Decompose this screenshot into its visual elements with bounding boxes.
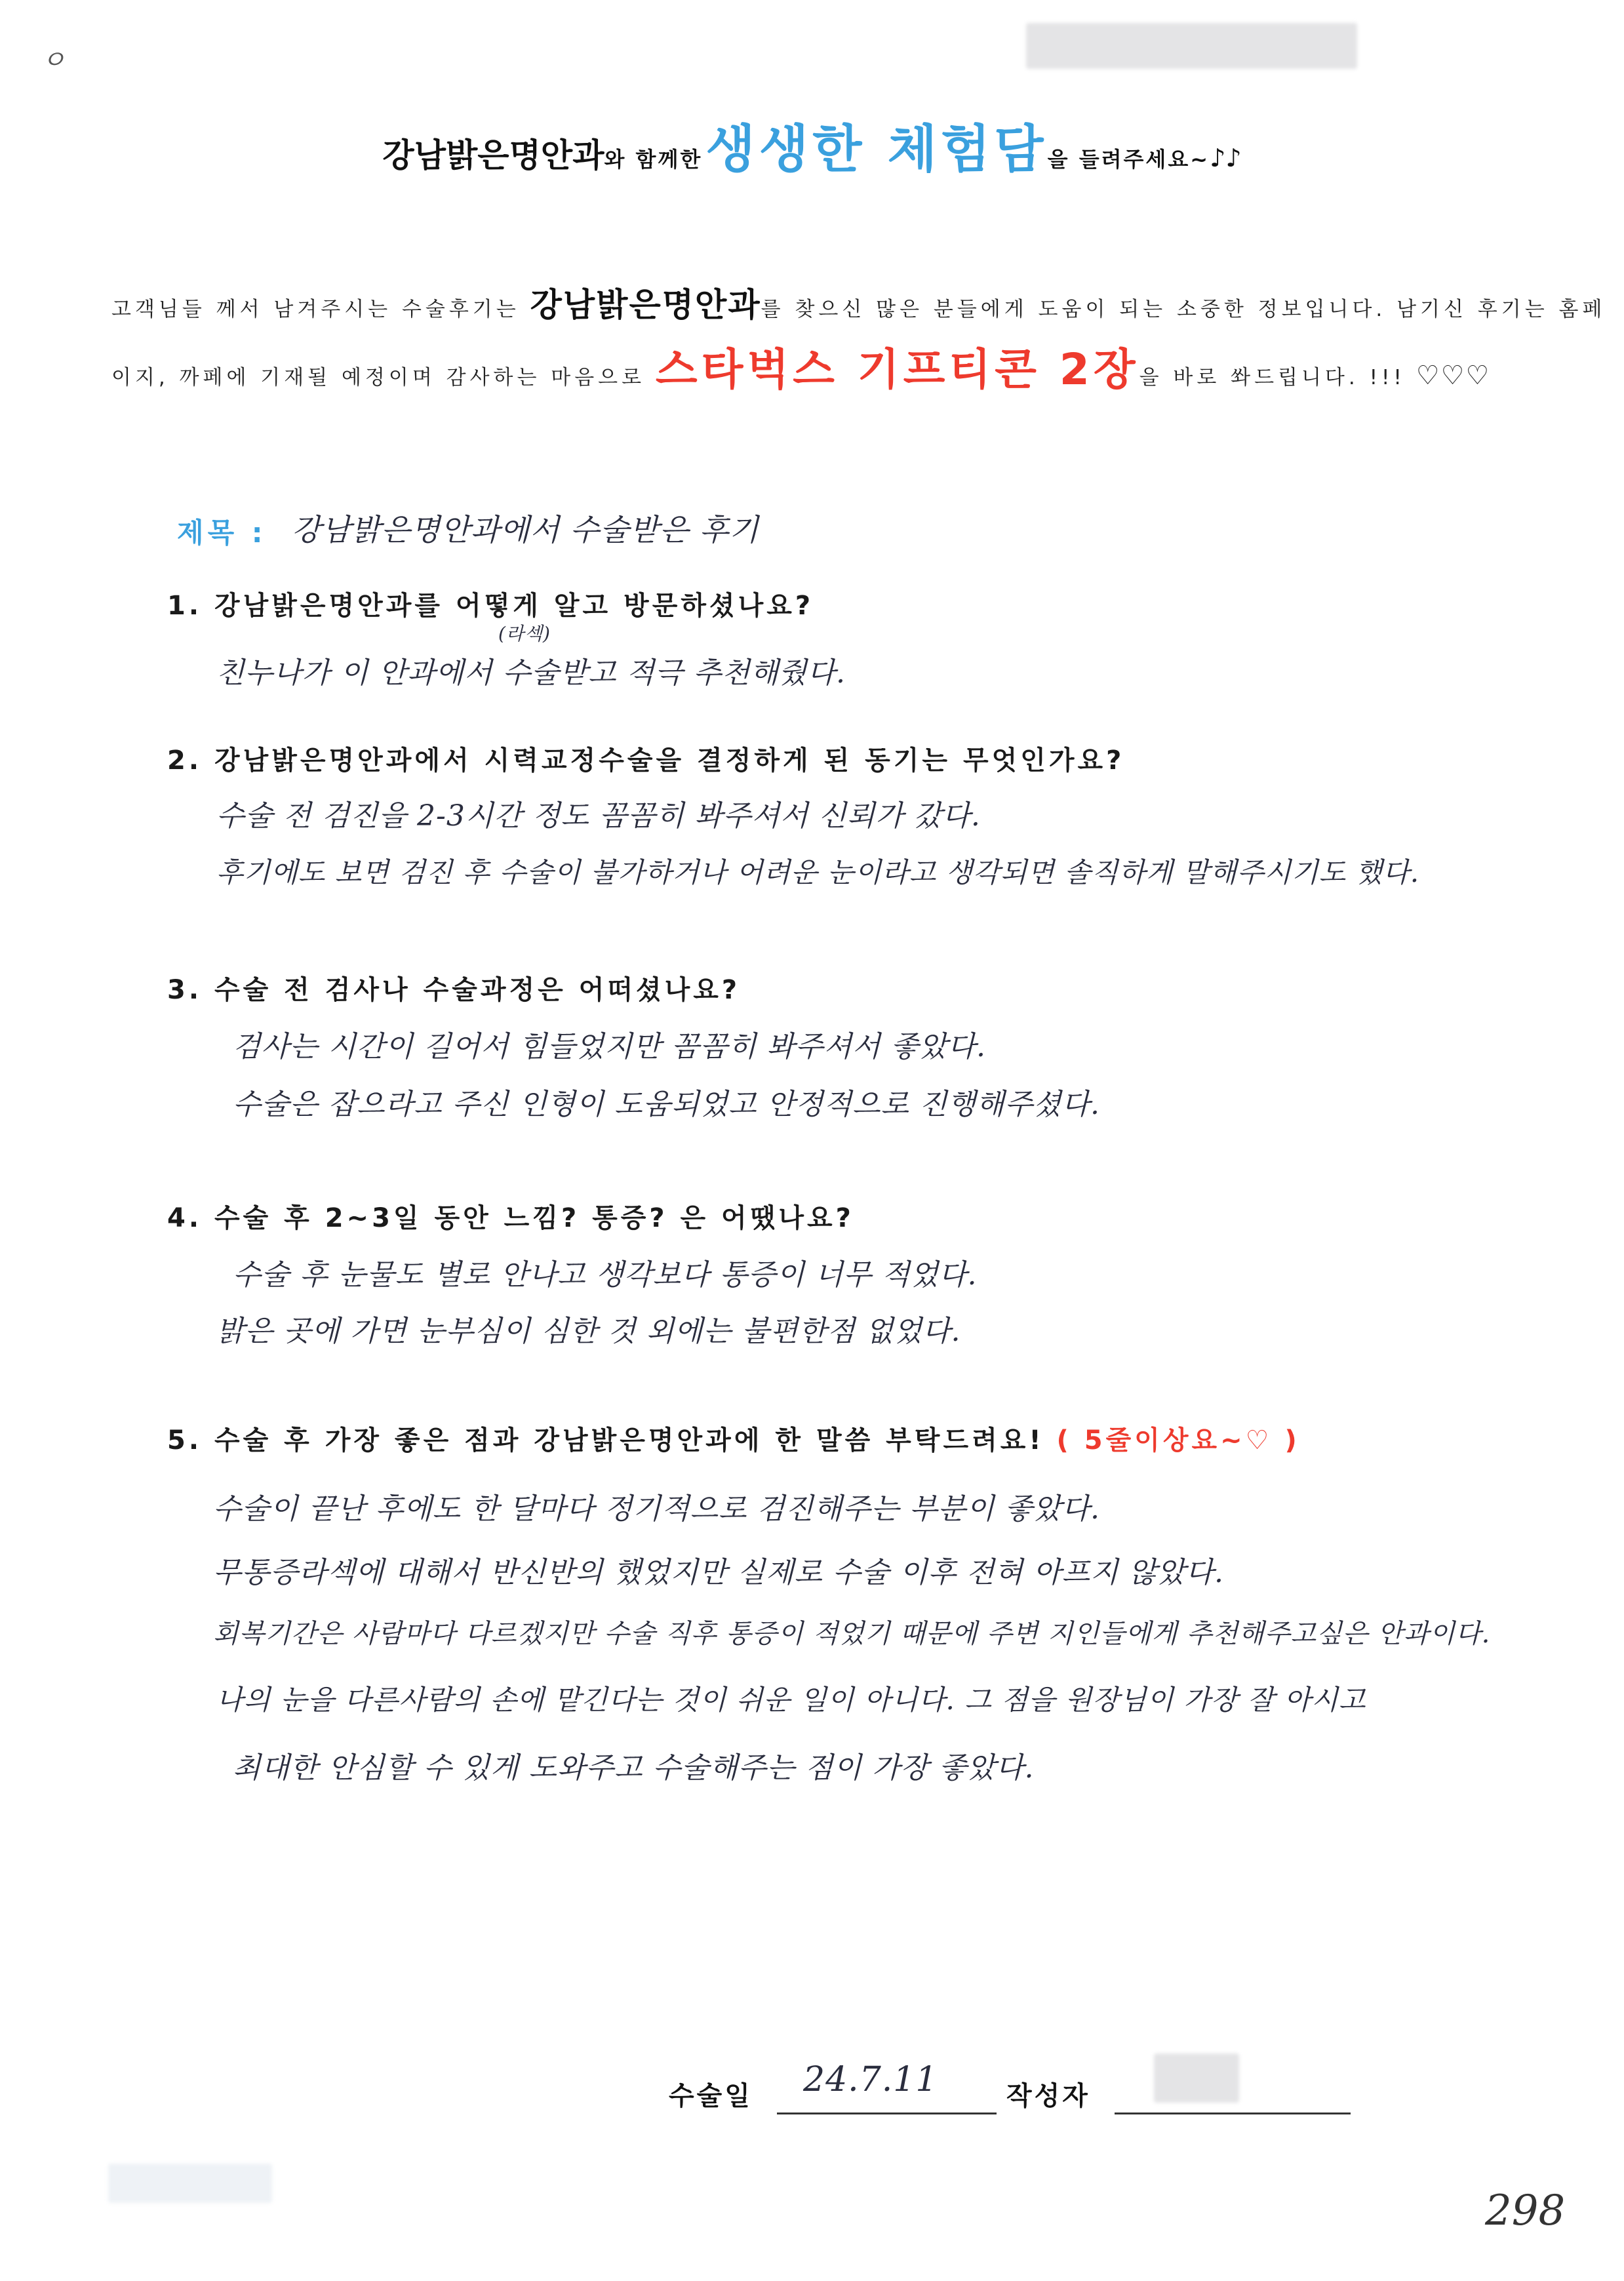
author-label: 작성자: [1006, 2081, 1090, 2111]
faint-stamp: [108, 2164, 272, 2203]
answer-5-line-5: 최대한 안심할 수 있게 도와주고 수술해주는 점이 가장 좋았다.: [233, 1751, 1035, 1785]
intro-line2-end: 을 바로 쏴드립니다. !!!: [1139, 366, 1406, 389]
intro-line-1: [111, 279, 1606, 326]
answer-4-line-1: 수술 후 눈물도 별로 안나고 생각보다 통증이 너무 적었다.: [233, 1258, 978, 1292]
question-1: 1. 강남밝은명안과를 어떻게 알고 방문하셨나요?: [167, 591, 814, 621]
title-label: 제목 :: [177, 517, 267, 549]
answer-5-line-4: 나의 눈을 다른사람의 손에 맡긴다는 것이 쉬운 일이 아니다. 그 점을 원장님이 가장 잘 아시고: [216, 1684, 1366, 1716]
answer-5-line-2: 무통증라섹에 대해서 반신반의 했었지만 실제로 수술 이후 전혀 아프지 않았다.: [213, 1556, 1224, 1589]
intro-line-2: [111, 334, 1554, 397]
intro-line1-end: 를 찾으신 많은 분들에게 도움이 되는 소중한 정보입니다. 남기신 후기는 홈페: [761, 298, 1606, 321]
page-number-mark: 298: [1485, 2187, 1566, 2235]
surgery-date-underline: [777, 2112, 997, 2114]
redacted-id-box: [1026, 23, 1357, 69]
answer-1-line-1: 친누나가 이 안과에서 수술받고 적극 추천해줬다.: [216, 656, 846, 690]
answer-5-line-3: 회복기간은 사람마다 다르겠지만 수술 직후 통증이 적었기 때문에 주변 지인들에게 추천해주고싶은 안과이다.: [213, 1619, 1491, 1649]
form-header: [0, 108, 1624, 182]
intro-line2-start: 이지, 까페에 기재될 예정이며 감사하는 마음으로: [111, 366, 646, 389]
question-3: 3. 수술 전 검사나 수술과정은 어떠셨나요?: [167, 975, 741, 1005]
question-2: 2. 강남밝은명안과에서 시력교정수술을 결정하게 된 동기는 무엇인가요?: [167, 745, 1125, 776]
question-5: [167, 1419, 1300, 1457]
header-hospital-name: 강남밝은명안과: [382, 136, 604, 174]
question-5-text: 5. 수술 후 가장 좋은 점과 강남밝은명안과에 한 말씀 부탁드려요!: [167, 1425, 1044, 1456]
question-4: 4. 수술 후 2~3일 동안 느낌? 통증? 은 어땠나요?: [167, 1203, 854, 1233]
hearts-icon: ♡♡♡: [1416, 361, 1491, 391]
corner-mark: ㅇ: [41, 45, 66, 75]
intro-line1-start: 고객님들 께서 남겨주시는 수술후기는: [111, 298, 520, 321]
five-lines-request: ( 5줄이상요~♡ ): [1056, 1425, 1300, 1456]
redacted-author-box: [1154, 2053, 1239, 2103]
answer-1-note: (라섹): [498, 623, 551, 645]
surgery-date-value: 24.7.11: [803, 2060, 938, 2099]
answer-2-line-2: 후기에도 보면 검진 후 수술이 불가하거나 어려운 눈이라고 생각되면 솔직하게 말해주시기도 했다.: [216, 856, 1420, 888]
answer-4-line-2: 밝은 곳에 가면 눈부심이 심한 것 외에는 불편한점 없었다.: [216, 1315, 961, 1348]
answer-3-line-1: 검사는 시간이 길어서 힘들었지만 꼼꼼히 봐주셔서 좋았다.: [233, 1030, 986, 1063]
surgery-date-label: 수술일: [669, 2081, 753, 2111]
title-answer: 강남밝은명안과에서 수술받은 후기: [292, 512, 759, 547]
answer-3-line-2: 수술은 잡으라고 주신 인형이 도움되었고 안정적으로 진행해주셨다.: [233, 1088, 1101, 1121]
header-tail-text: 을 들려주세요~: [1047, 147, 1210, 172]
answer-2-line-1: 수술 전 검진을 2-3시간 정도 꼼꼼히 봐주셔서 신뢰가 갔다.: [216, 799, 981, 833]
starbucks-promo-text: 스타벅스 기프티콘 2장: [655, 344, 1139, 395]
answer-5-line-1: 수술이 끝난 후에도 한 달마다 정기적으로 검진해주는 부분이 좋았다.: [213, 1492, 1100, 1526]
intro-hospital-name: 강남밝은명안과: [530, 286, 761, 324]
music-notes-icon: ♪♪: [1210, 144, 1242, 172]
header-with-text: 와 함께한: [604, 147, 703, 172]
header-vivid-text: 생생한 체험담: [705, 120, 1048, 179]
author-underline: [1115, 2112, 1351, 2114]
